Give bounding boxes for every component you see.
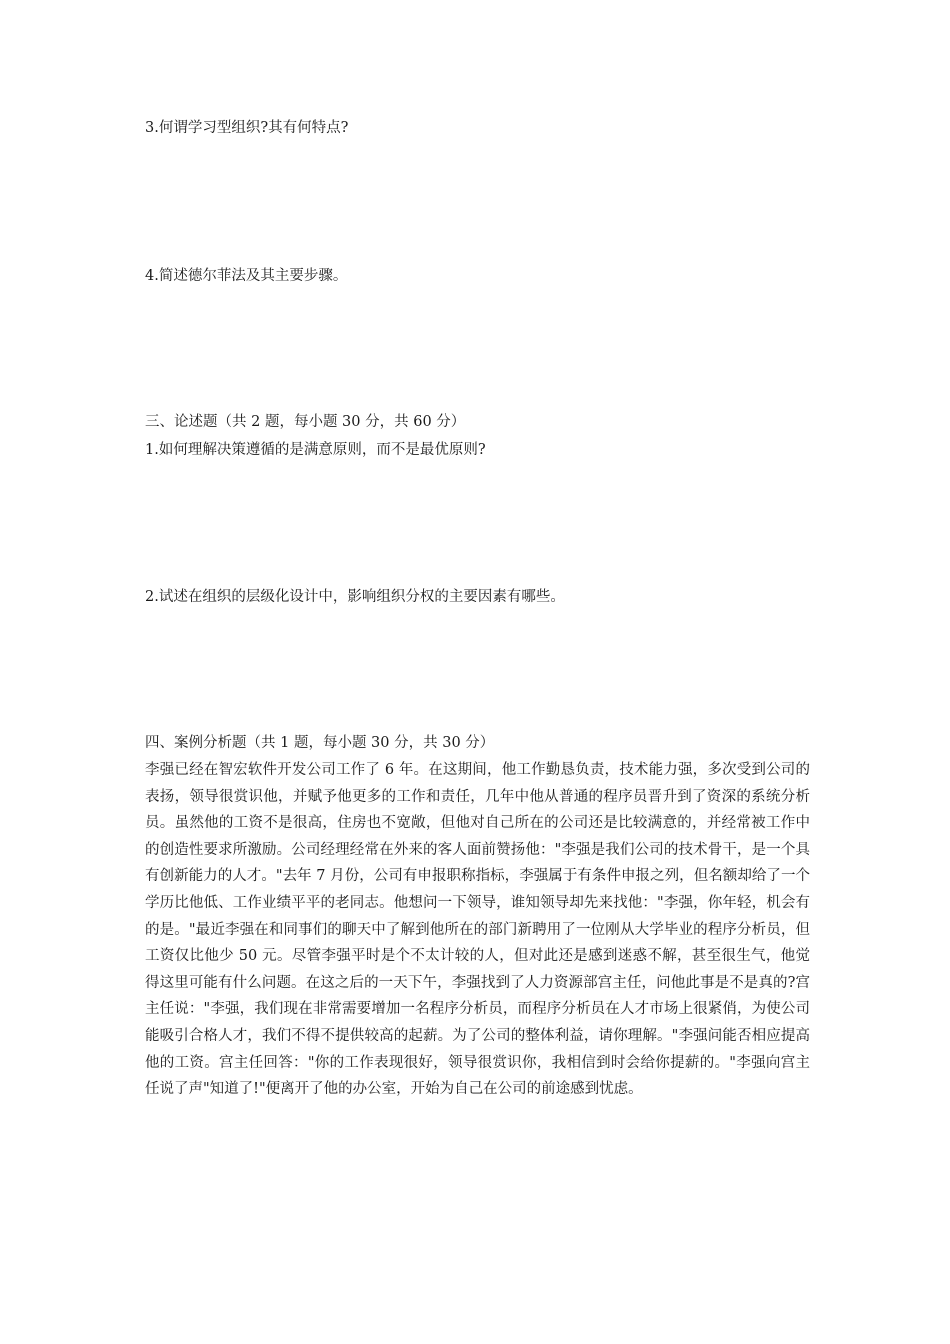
short-answer-question-4: 4.简述德尔菲法及其主要步骤。 xyxy=(145,268,348,284)
case-study-paragraph: 李强已经在智宏软件开发公司工作了 6 年。在这期间，他工作勤恳负责，技术能力强，多次受到公司的表扬，领导很赏识他，并赋予他更多的工作和责任，几年中他从普通的程序员晋升到了资深的系统分析员。虽然他的工资不是很高，住房也不宽敞，但他对自己所在的公司还是比较满意的，并经常被工作中的创造性要求所激励。公司经理经常在外来的客人面前赞扬他："李强是我们公司的技术骨干，是一个具有创新能力的人才。"去年 7 月份，公司有申报职称指标，李强属于有条件申报之列，但名额却给了一个学历比他低、工作业绩平平的老同志。他想问一下领导，谁知领导却先来找他："李强，你年轻，机会有的是。"最近李强在和同事们的聊天中了解到他所在的部门新聘用了一位刚从大学毕业的程序分析员，但工资仅比他少 50 元。尽管李强平时是个不太计较的人，但对此还是感到迷惑不解，甚至很生气，他觉得这里可能有什么问题。在这之后的一天下午，李强找到了人力资源部宫主任，问他此事是不是真的?宫主任说："李强，我们现在非常需要增加一名程序分析员，而程序分析员在人才市场上很紧俏，为使公司能吸引合格人才，我们不得不提供较高的起薪。为了公司的整体利益，请你理解。"李强问能否相应提高他的工资。宫主任回答："你的工作表现很好，领导很赏识你，我相信到时会给你提薪的。"李强向宫主任说了声"知道了!"便离开了他的办公室，开始为自己在公司的前途感到忧虑。 xyxy=(145,762,810,1098)
essay-question-2: 2.试述在组织的层级化设计中，影响组织分权的主要因素有哪些。 xyxy=(145,589,565,605)
essay-question-1: 1.如何理解决策遵循的是满意原则，而不是最优原则? xyxy=(145,442,486,458)
case-section-heading: 四、案例分析题（共 1 题，每小题 30 分，共 30 分） xyxy=(145,735,495,751)
essay-section-heading: 三、论述题（共 2 题，每小题 30 分，共 60 分） xyxy=(145,414,466,430)
short-answer-question-3: 3.何谓学习型组织?其有何特点? xyxy=(145,120,349,136)
